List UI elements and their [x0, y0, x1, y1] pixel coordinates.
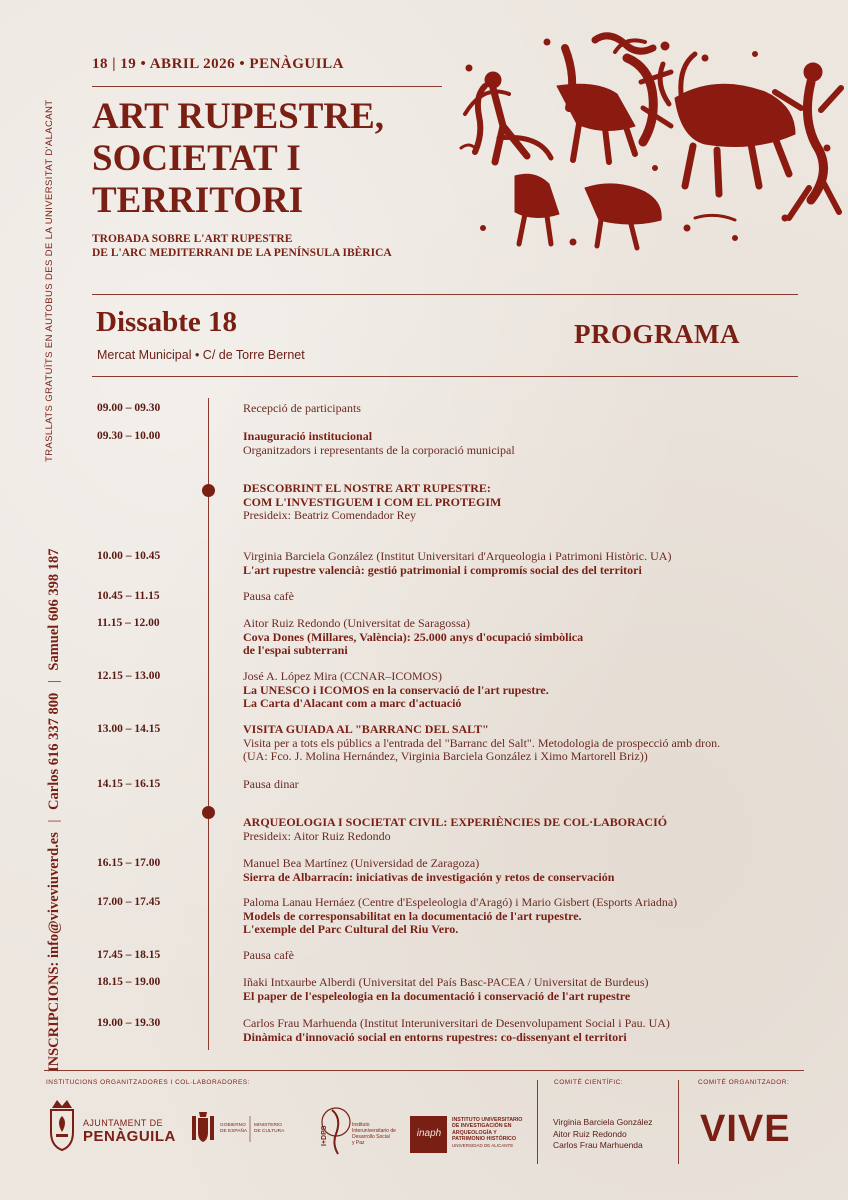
slot-text: Organitzadors i representants de la corporació municipal — [243, 442, 515, 457]
gov-text: MINISTERIO — [254, 1123, 282, 1128]
separator: | — [46, 680, 62, 684]
programa-heading: PROGRAMA — [574, 319, 740, 349]
inaph-logo-word: inaph — [416, 1128, 442, 1139]
side-registration — [46, 502, 63, 1072]
registration-email[interactable]: info@viveviuverd.es — [46, 832, 62, 958]
idesp-text: y Paz — [352, 1140, 365, 1146]
slot-title: L'art rupestre valencià: gestió patrimonial i compromís social des del territori — [243, 562, 642, 577]
slot-content — [243, 482, 803, 523]
scientific-committee-names — [553, 1117, 653, 1152]
section-divider-bottom — [92, 376, 798, 377]
slot-text: Aitor Ruiz Redondo (Universitat de Saragossa) — [243, 616, 470, 630]
footer-separator — [678, 1080, 679, 1164]
time-slot: 10.00 – 10.45 — [97, 550, 161, 562]
inaph-line: UNIVERSIDAD DE ALICANTE — [452, 1142, 514, 1148]
time-slot: 17.00 – 17.45 — [97, 896, 161, 908]
slot-content — [243, 590, 803, 604]
slot-text: Iñaki Intxaurbe Alberdi (Universitat del País Basc-PACEA / Universitat de Burdeus) — [243, 975, 649, 989]
contact-samuel[interactable]: Samuel 606 398 187 — [46, 548, 62, 671]
slot-content — [243, 430, 803, 457]
title-line: TERRITORI — [92, 180, 304, 221]
slot-title: La UNESCO i ICOMOS en la conservació de l'art rupestre. — [243, 682, 549, 697]
slot-title: L'exemple del Parc Cultural del Riu Vero. — [243, 922, 459, 937]
inaph-line: ARQUEOLOGÍA Y — [452, 1129, 497, 1136]
ajuntament-line1: AJUNTAMENT DE — [83, 1118, 163, 1128]
slot-text: Recepció de participants — [243, 401, 361, 415]
time-slot: 13.00 – 14.15 — [97, 723, 161, 735]
time-slot: 17.45 – 18.15 — [97, 949, 161, 961]
time-slot: 19.00 – 19.30 — [97, 1017, 161, 1029]
slot-content — [243, 857, 803, 884]
section-divider-top — [92, 294, 798, 295]
side-transport-note: TRASLLATS GRATUÏTS EN AUTOBUS DES DE LA UNIVERSITAT D'ALACANT — [44, 99, 55, 462]
slot-content — [243, 1017, 803, 1044]
time-slot: 09.30 – 10.00 — [97, 430, 161, 442]
registration-label: INSCRIPCIONS: — [46, 961, 62, 1072]
inaph-line: DE INVESTIGACIÓN EN — [452, 1123, 512, 1130]
slot-title: de l'espai subterrani — [243, 643, 348, 658]
slot-text: Presideix: Aitor Ruiz Redondo — [243, 828, 391, 843]
time-slot: 14.15 – 16.15 — [97, 778, 161, 790]
slot-title: El paper de l'espeleologia en la documentació i conservació de l'art rupestre — [243, 988, 631, 1003]
column-icon — [192, 1116, 196, 1140]
committee-member: Carlos Frau Marhuenda — [553, 1140, 643, 1150]
slot-text: José A. López Mira (CCNAR–ICOMOS) — [243, 669, 442, 683]
subtitle — [92, 232, 492, 260]
slot-text: Pausa cafè — [243, 589, 294, 603]
time-slot: 16.15 – 17.00 — [97, 857, 161, 869]
inaph-line: INSTITUTO UNIVERSITARIO — [452, 1117, 523, 1123]
gobierno-espana-logo — [190, 1110, 294, 1148]
slot-content — [243, 617, 803, 658]
slot-text: Pausa cafè — [243, 948, 294, 962]
time-slot: 11.15 – 12.00 — [97, 617, 160, 629]
slot-content — [243, 402, 803, 416]
slot-text: Paloma Lanau Hernáez (Centre d'Espeleologia d'Aragó) i Mario Gisbert (Esports Ariadna) — [243, 895, 678, 909]
slot-title: Models de corresponsabilitat en la documentació de l'art rupestre. — [243, 908, 582, 923]
idesp-text: Interuniversitario de — [352, 1128, 396, 1134]
committee-member: Aitor Ruiz Redondo — [553, 1128, 627, 1139]
slot-content — [243, 670, 803, 711]
event-date-line: 18 | 19 • ABRIL 2026 • PENÀGUILA — [92, 56, 344, 72]
slot-text: Visita per a tots els públics a l'entrada del "Barranc del Salt". Metodologia de prospecció amb dron. — [243, 735, 721, 750]
organizing-committee-label: COMITÉ ORGANITZADOR: — [698, 1079, 790, 1086]
day-title: Dissabte 18 — [96, 306, 237, 338]
contact-carlos[interactable]: Carlos 616 337 800 — [46, 692, 62, 810]
slot-text: (UA: Fco. J. Molina Hernández, Virginia Barciela González i Ximo Martorell Briz)) — [243, 749, 648, 764]
committee-member: Virginia Barciela González — [553, 1117, 653, 1127]
slot-title: COM L'INVESTIGUEM I COM EL PROTEGIM — [243, 494, 502, 509]
footer-divider — [44, 1070, 804, 1071]
inaph-line: PATRIMONIO HISTÓRICO — [452, 1136, 516, 1143]
separator: | — [46, 819, 62, 823]
main-title — [92, 96, 472, 222]
slot-title: La Carta d'Alacant com a marc d'actuació — [243, 696, 462, 711]
gov-text: GOBIERNO — [220, 1123, 246, 1128]
institutions-label: INSTITUCIONS ORGANITZADORES I COL·LABORADORES: — [46, 1079, 250, 1086]
idesp-text: Instituto — [352, 1122, 370, 1128]
gov-text: DE ESPAÑA — [220, 1129, 248, 1134]
slot-content — [243, 550, 803, 577]
gov-text: DE CULTURA — [254, 1129, 285, 1134]
slot-title: Cova Dones (Millares, València): 25.000 anys d'ocupació simbòlica — [243, 629, 584, 644]
idesp-text: Desarrollo Social — [352, 1134, 390, 1140]
subtitle-line: TROBADA SOBRE L'ART RUPESTRE — [92, 233, 293, 245]
idesp-logo — [318, 1100, 406, 1162]
column-icon — [210, 1116, 214, 1140]
slot-title: Inauguració institucional — [243, 429, 373, 443]
slot-title: DESCOBRINT EL NOSTRE ART RUPESTRE: — [243, 481, 491, 495]
header-divider — [92, 86, 442, 87]
title-line: SOCIETAT I — [92, 138, 301, 179]
ajuntament-line2: PENÀGUILA — [83, 1128, 176, 1145]
time-slot: 09.00 – 09.30 — [97, 402, 161, 414]
slot-text: Presideix: Beatriz Comendador Rey — [243, 508, 416, 523]
slot-content — [243, 976, 803, 1003]
idesp-mark: I+DPS — [321, 1125, 328, 1146]
slot-title: ARQUEOLOGIA I SOCIETAT CIVIL: EXPERIÈNCIES DE COL·LABORACIÓ — [243, 815, 668, 829]
slot-content — [243, 778, 803, 792]
rock-art-illustration — [455, 28, 845, 260]
slot-title: Dinàmica d'innovació social en entorns rupestres: co-dissenyant el territori — [243, 1029, 627, 1044]
timeline-dot — [202, 806, 215, 819]
slot-content — [243, 816, 803, 843]
inaph-text — [452, 1117, 538, 1149]
slot-content — [243, 949, 803, 963]
slot-text: Virginia Barciela González (Institut Universitari d'Arqueologia i Patrimoni Històric. UA) — [243, 549, 672, 563]
day-location: Mercat Municipal • C/ de Torre Bernet — [97, 348, 305, 362]
slot-content — [243, 896, 803, 937]
slot-content — [243, 723, 803, 764]
slot-text: Manuel Bea Martínez (Universidad de Zaragoza) — [243, 856, 480, 870]
scientific-committee-label: COMITÉ CIENTÍFIC: — [554, 1079, 624, 1086]
time-slot: 10.45 – 11.15 — [97, 590, 160, 602]
slot-title: Sierra de Albarracín: iniciativas de investigación y retos de conservación — [243, 869, 615, 884]
slot-text: Carlos Frau Marhuenda (Institut Interuniversitari de Desenvolupament Social i Pau. UA) — [243, 1016, 670, 1030]
time-slot: 12.15 – 13.00 — [97, 670, 161, 682]
subtitle-line: DE L'ARC MEDITERRANI DE LA PENÍNSULA IBÈRICA — [92, 247, 392, 259]
title-line: ART RUPESTRE, — [92, 96, 385, 137]
vive-logo: VIVE — [700, 1108, 791, 1150]
slot-text: Pausa dinar — [243, 777, 299, 791]
slot-title: VISITA GUIADA AL "BARRANC DEL SALT" — [243, 722, 489, 736]
timeline-dot — [202, 484, 215, 497]
time-slot: 18.15 – 19.00 — [97, 976, 161, 988]
